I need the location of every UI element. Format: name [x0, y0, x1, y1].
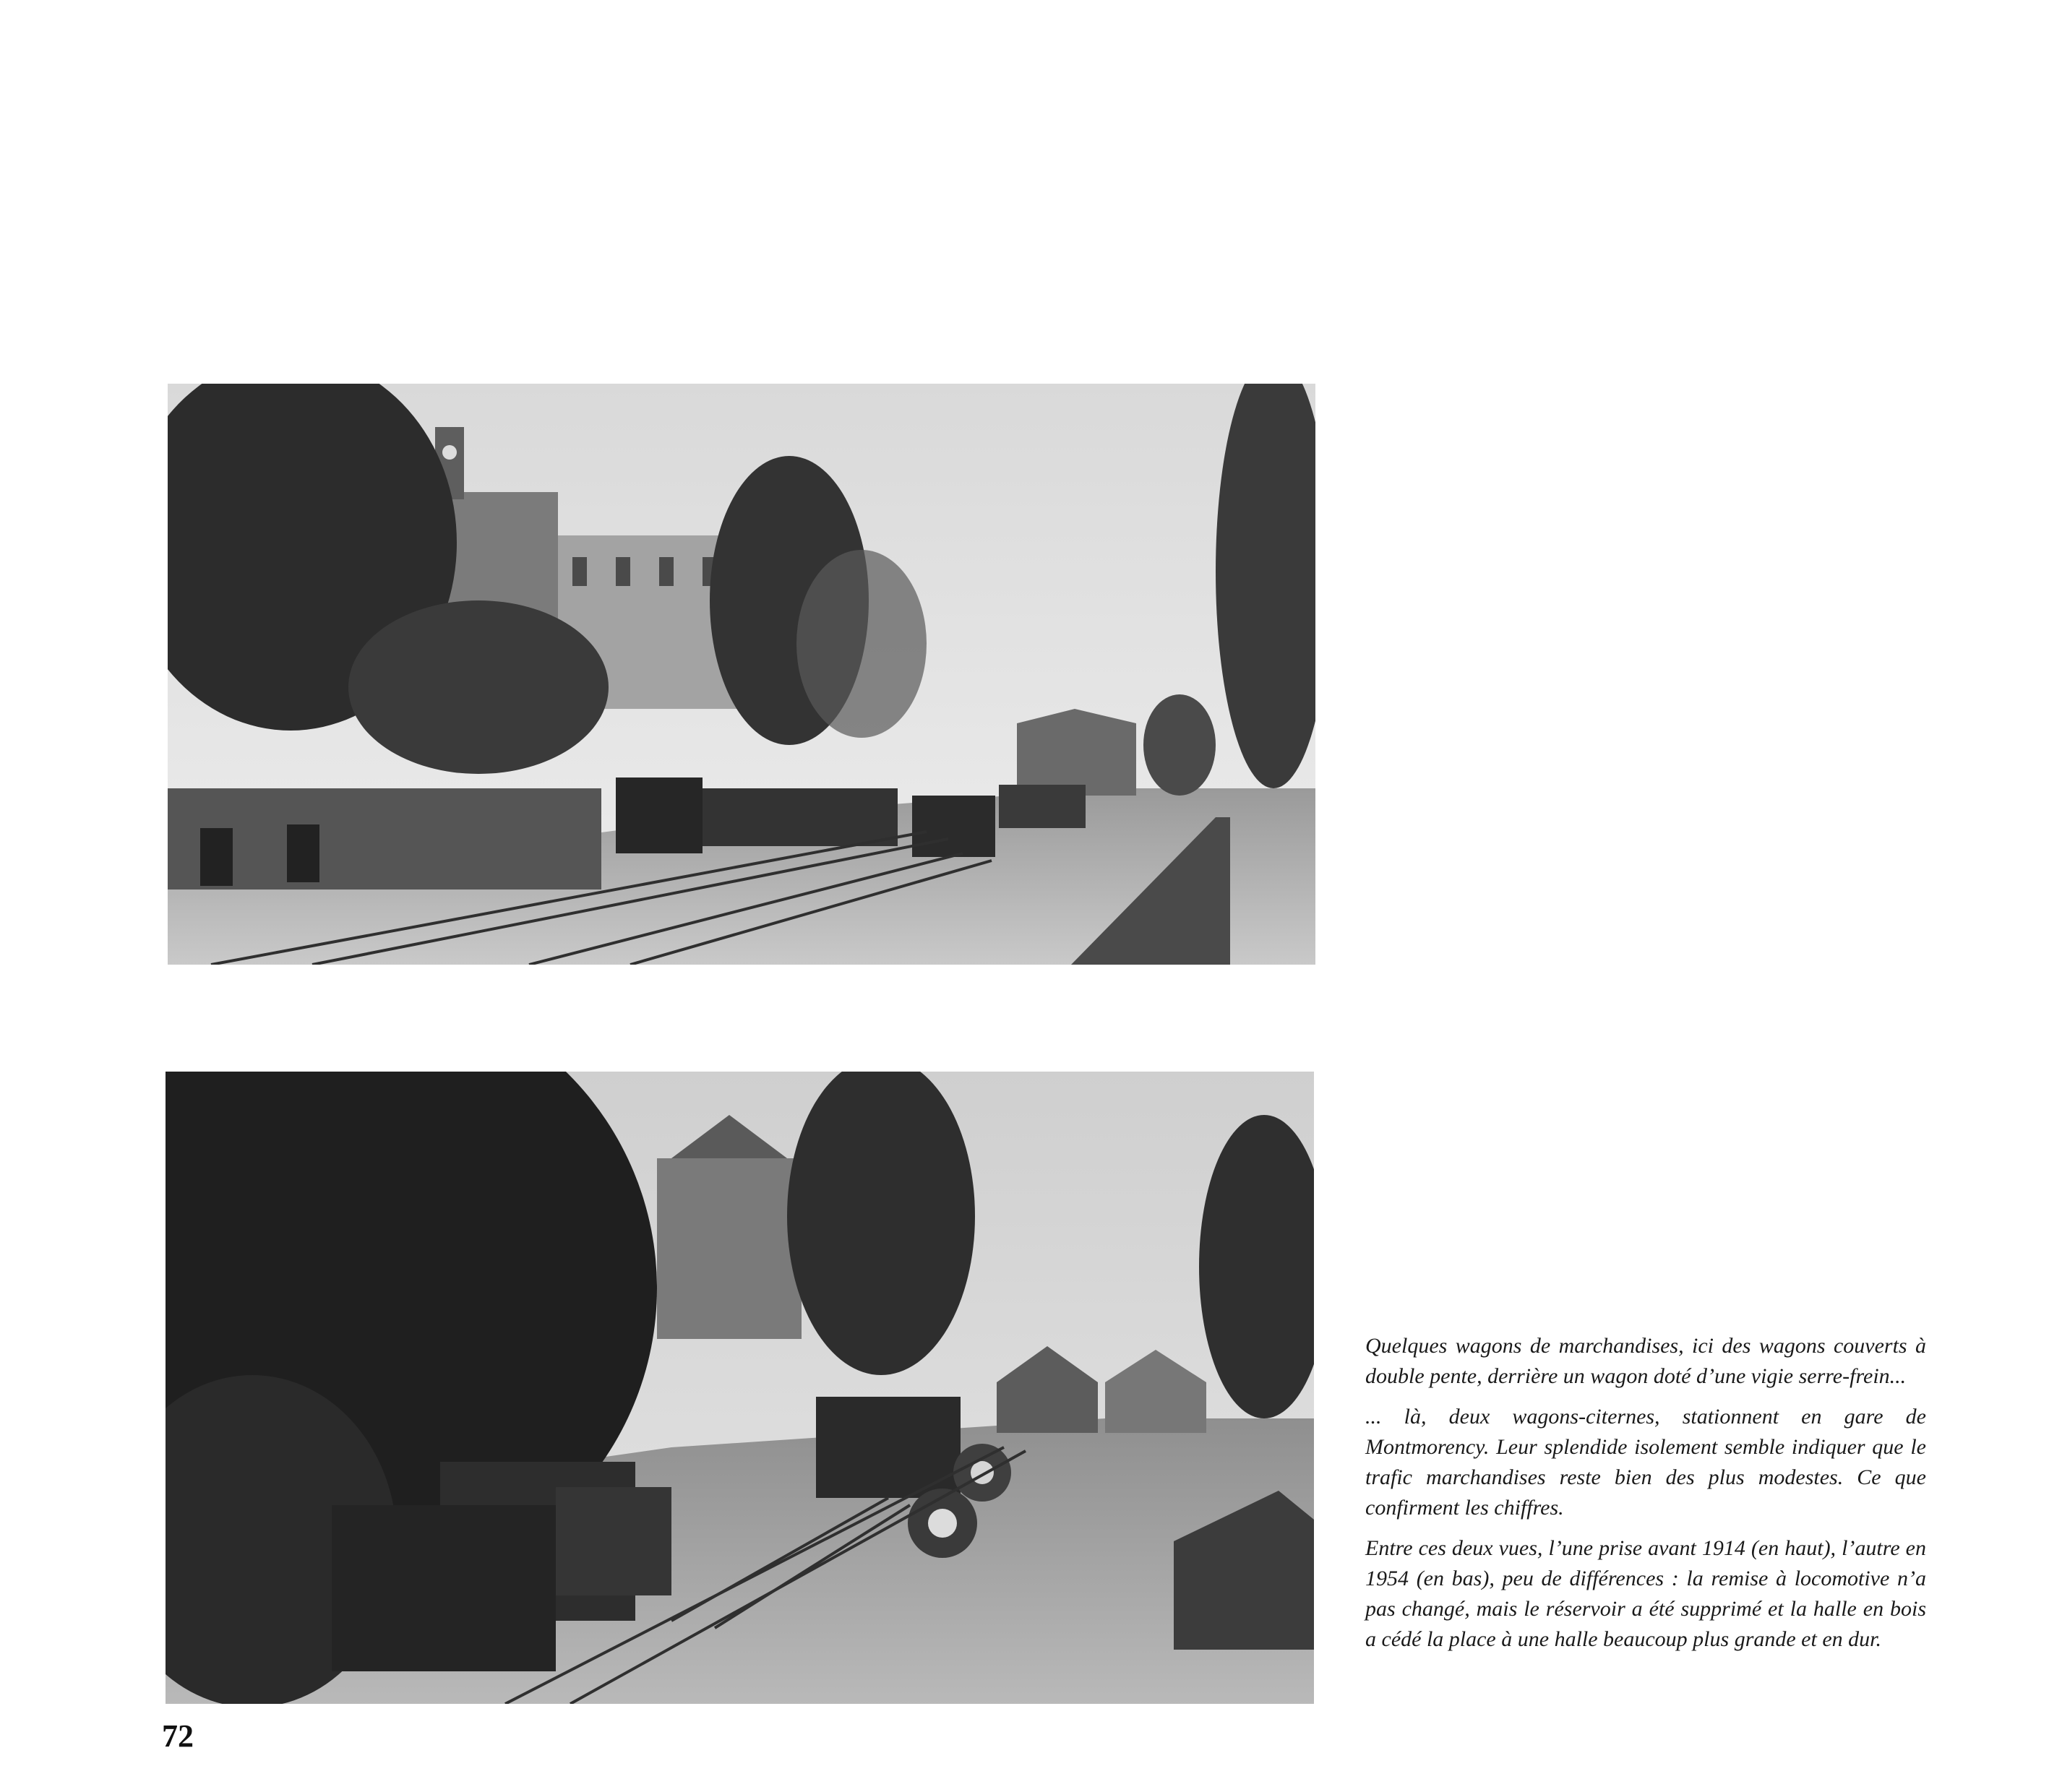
photo-station-before-1914	[168, 384, 1315, 965]
page-number: 72	[162, 1718, 194, 1754]
photo-bottom-image	[166, 1072, 1314, 1704]
caption-paragraph-3: Entre ces deux vues, l’une prise avant 1914 (en haut), l’autre en 1954 (en bas), peu de différences : la remise à locomotive n’a pas changé, mais le réservoir a été supprimé et la halle en bois a cédé la place à une halle beaucoup plus grande et en dur.	[1365, 1536, 1926, 1651]
caption-paragraph-1: Quelques wagons de marchandises, ici des wagons couverts à double pente, derrière un wagon doté d’une vigie serre-frein...	[1365, 1334, 1926, 1388]
photo-top-image	[168, 384, 1315, 965]
caption-paragraph-2: ... là, deux wagons-citernes, stationnent en gare de Montmorency. Leur splendide isolement semble indiquer que le trafic marchandises reste bien des plus modestes. Ce que confirment les chiffres.	[1365, 1405, 1926, 1520]
photo-station-1954	[166, 1072, 1314, 1704]
photo-caption	[1365, 1331, 1926, 1665]
